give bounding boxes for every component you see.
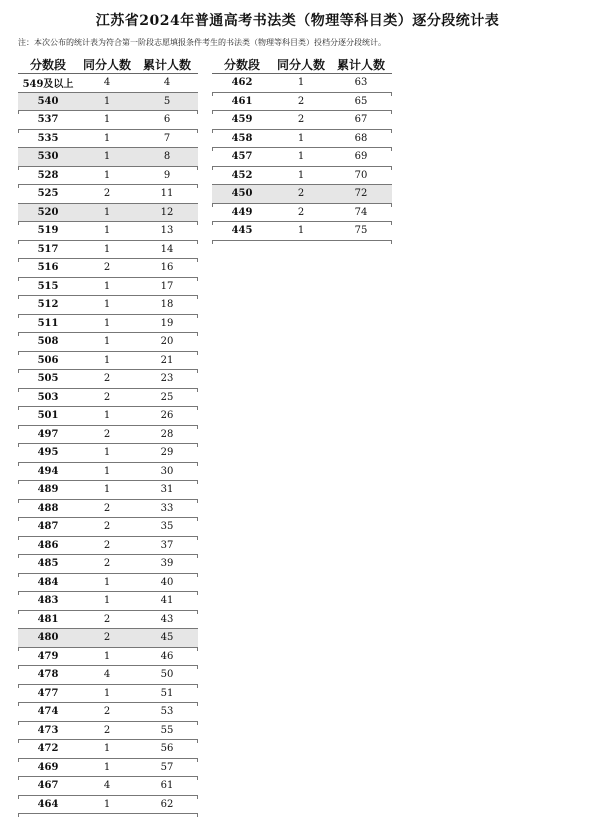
table-row <box>212 185 392 204</box>
score-cell: 464 <box>37 798 59 810</box>
count-cell: 1 <box>103 743 111 755</box>
count-cell: 1 <box>103 95 111 107</box>
cumulative-cell: 16 <box>160 262 174 274</box>
table-body <box>212 74 392 241</box>
table-body <box>18 74 198 814</box>
cumulative-cell: 33 <box>160 502 174 514</box>
score-cell: 525 <box>37 188 59 200</box>
score-cell: 517 <box>37 243 59 255</box>
cumulative-cell: 67 <box>354 114 368 126</box>
cumulative-cell: 35 <box>160 521 174 533</box>
table-row <box>18 222 198 241</box>
count-cell: 1 <box>297 225 305 237</box>
table-header <box>212 55 392 74</box>
count-cell: 4 <box>103 77 111 89</box>
header-count: 同分人数 <box>276 57 325 72</box>
score-cell: 540 <box>37 95 59 107</box>
cumulative-cell: 20 <box>160 336 174 348</box>
count-cell: 2 <box>103 613 111 625</box>
cumulative-cell: 69 <box>354 151 368 163</box>
table-row <box>18 185 198 204</box>
score-cell: 469 <box>37 761 59 773</box>
header-score: 分数段 <box>29 57 66 72</box>
cumulative-cell: 46 <box>160 650 174 662</box>
table-row <box>18 241 198 260</box>
table-row <box>18 352 198 371</box>
table-row <box>212 204 392 223</box>
score-cell: 483 <box>37 595 59 607</box>
count-cell: 1 <box>103 410 111 422</box>
table-row <box>18 463 198 482</box>
table-row <box>212 167 392 186</box>
score-cell: 474 <box>37 706 59 718</box>
table-row <box>18 167 198 186</box>
count-cell: 2 <box>297 206 305 218</box>
table-row <box>18 574 198 593</box>
count-cell: 2 <box>297 188 305 200</box>
count-cell: 1 <box>103 576 111 588</box>
cumulative-cell: 70 <box>354 169 368 181</box>
table-row <box>18 93 198 112</box>
score-cell: 501 <box>37 410 59 422</box>
cumulative-cell: 72 <box>354 188 368 200</box>
table-row <box>18 444 198 463</box>
count-cell: 1 <box>103 595 111 607</box>
cumulative-cell: 8 <box>163 151 171 163</box>
page-title: 江苏省2024年普通高考书法类（物理等科目类）逐分段统计表 <box>95 13 500 29</box>
header-cumulative: 累计人数 <box>142 57 191 72</box>
score-cell: 516 <box>37 262 59 274</box>
table-row <box>18 370 198 389</box>
cumulative-cell: 4 <box>163 77 171 89</box>
cumulative-cell: 17 <box>160 280 174 292</box>
table-row <box>18 611 198 630</box>
count-cell: 1 <box>297 77 305 89</box>
score-cell: 479 <box>37 650 59 662</box>
score-cell: 530 <box>37 151 59 163</box>
score-cell: 489 <box>37 484 59 496</box>
table-row <box>18 685 198 704</box>
count-cell: 1 <box>103 317 111 329</box>
count-cell: 1 <box>103 243 111 255</box>
count-cell: 2 <box>103 521 111 533</box>
count-cell: 1 <box>103 687 111 699</box>
cumulative-cell: 14 <box>160 243 174 255</box>
table-row <box>18 703 198 722</box>
count-cell: 2 <box>103 558 111 570</box>
score-cell: 449 <box>231 206 253 218</box>
footnote: 注：本次公布的统计表为符合第一阶段志愿填报条件考生的书法类（物理等科目类）投档分逐分段统计。 <box>18 38 386 47</box>
count-cell: 2 <box>103 632 111 644</box>
score-cell: 452 <box>231 169 253 181</box>
score-cell: 487 <box>37 521 59 533</box>
cumulative-cell: 11 <box>160 188 174 200</box>
count-cell: 2 <box>297 95 305 107</box>
table-row <box>18 74 198 93</box>
cumulative-cell: 6 <box>163 114 171 126</box>
cumulative-cell: 57 <box>160 761 174 773</box>
table-row <box>212 130 392 149</box>
cumulative-cell: 39 <box>160 558 174 570</box>
cumulative-cell: 63 <box>354 77 368 89</box>
score-cell: 494 <box>37 465 59 477</box>
score-cell: 481 <box>37 613 59 625</box>
score-cell: 461 <box>231 95 253 107</box>
table-row <box>18 407 198 426</box>
cumulative-cell: 53 <box>160 706 174 718</box>
table-row <box>18 389 198 408</box>
count-cell: 2 <box>103 706 111 718</box>
score-cell: 528 <box>37 169 59 181</box>
cumulative-cell: 21 <box>160 354 174 366</box>
cumulative-cell: 9 <box>163 169 171 181</box>
table-row <box>18 759 198 778</box>
cumulative-cell: 61 <box>160 780 174 792</box>
count-cell: 4 <box>103 669 111 681</box>
score-cell: 511 <box>37 317 59 329</box>
score-cell: 495 <box>37 447 59 459</box>
score-cell: 450 <box>231 188 253 200</box>
table-row <box>18 148 198 167</box>
count-cell: 1 <box>103 354 111 366</box>
score-table-left <box>18 55 198 814</box>
header-score: 分数段 <box>223 57 260 72</box>
count-cell: 2 <box>103 539 111 551</box>
score-cell: 488 <box>37 502 59 514</box>
score-cell: 519 <box>37 225 59 237</box>
score-cell: 505 <box>37 373 59 385</box>
table-row <box>18 278 198 297</box>
score-cell: 535 <box>37 132 59 144</box>
table-row <box>18 518 198 537</box>
cumulative-cell: 55 <box>160 724 174 736</box>
cumulative-cell: 31 <box>160 484 174 496</box>
count-cell: 1 <box>103 798 111 810</box>
count-cell: 1 <box>103 132 111 144</box>
table-row <box>18 259 198 278</box>
cumulative-cell: 18 <box>160 299 174 311</box>
count-cell: 1 <box>103 336 111 348</box>
cumulative-cell: 41 <box>160 595 174 607</box>
cumulative-cell: 50 <box>160 669 174 681</box>
score-cell: 472 <box>37 743 59 755</box>
score-table-right <box>212 55 392 241</box>
count-cell: 4 <box>103 780 111 792</box>
count-cell: 1 <box>103 447 111 459</box>
score-cell: 537 <box>37 114 59 126</box>
count-cell: 1 <box>103 151 111 163</box>
cumulative-cell: 23 <box>160 373 174 385</box>
score-cell: 458 <box>231 132 253 144</box>
count-cell: 2 <box>103 502 111 514</box>
count-cell: 1 <box>103 650 111 662</box>
table-row <box>18 592 198 611</box>
cumulative-cell: 43 <box>160 613 174 625</box>
table-row <box>18 481 198 500</box>
cumulative-cell: 74 <box>354 206 368 218</box>
table-row <box>212 111 392 130</box>
score-cell: 508 <box>37 336 59 348</box>
cumulative-cell: 30 <box>160 465 174 477</box>
score-cell: 485 <box>37 558 59 570</box>
count-cell: 1 <box>297 169 305 181</box>
count-cell: 2 <box>297 114 305 126</box>
header-count: 同分人数 <box>82 57 131 72</box>
table-row <box>18 796 198 815</box>
table-row <box>18 648 198 667</box>
count-cell: 2 <box>103 428 111 440</box>
count-cell: 2 <box>103 373 111 385</box>
cumulative-cell: 40 <box>160 576 174 588</box>
score-cell: 506 <box>37 354 59 366</box>
score-cell: 478 <box>37 669 59 681</box>
score-cell: 484 <box>37 576 59 588</box>
table-row <box>18 537 198 556</box>
score-cell: 515 <box>37 280 59 292</box>
score-cell: 520 <box>37 206 59 218</box>
count-cell: 2 <box>103 188 111 200</box>
count-cell: 2 <box>103 391 111 403</box>
count-cell: 1 <box>103 761 111 773</box>
cumulative-cell: 37 <box>160 539 174 551</box>
count-cell: 1 <box>103 169 111 181</box>
table-row <box>18 666 198 685</box>
cumulative-cell: 29 <box>160 447 174 459</box>
score-cell: 473 <box>37 724 59 736</box>
table-row <box>18 333 198 352</box>
table-row <box>18 130 198 149</box>
score-cell: 480 <box>37 632 59 644</box>
cumulative-cell: 45 <box>160 632 174 644</box>
cumulative-cell: 56 <box>160 743 174 755</box>
score-cell: 477 <box>37 687 59 699</box>
table-row <box>212 148 392 167</box>
table-row <box>18 315 198 334</box>
table-row <box>18 629 198 648</box>
table-row <box>18 555 198 574</box>
count-cell: 2 <box>103 724 111 736</box>
table-row <box>18 111 198 130</box>
header-cumulative: 累计人数 <box>336 57 385 72</box>
cumulative-cell: 19 <box>160 317 174 329</box>
table-row <box>18 296 198 315</box>
table-row <box>18 722 198 741</box>
count-cell: 1 <box>297 151 305 163</box>
cumulative-cell: 65 <box>354 95 368 107</box>
cumulative-cell: 51 <box>160 687 174 699</box>
count-cell: 1 <box>297 132 305 144</box>
cumulative-cell: 7 <box>163 132 171 144</box>
table-row <box>18 500 198 519</box>
count-cell: 1 <box>103 484 111 496</box>
count-cell: 1 <box>103 299 111 311</box>
count-cell: 2 <box>103 262 111 274</box>
cumulative-cell: 12 <box>160 206 174 218</box>
score-cell: 497 <box>37 428 59 440</box>
count-cell: 1 <box>103 280 111 292</box>
table-header <box>18 55 198 74</box>
cumulative-cell: 28 <box>160 428 174 440</box>
score-cell: 445 <box>231 225 253 237</box>
cumulative-cell: 75 <box>354 225 368 237</box>
cumulative-cell: 68 <box>354 132 368 144</box>
cumulative-cell: 13 <box>160 225 174 237</box>
table-row <box>18 426 198 445</box>
score-cell: 512 <box>37 299 59 311</box>
cumulative-cell: 25 <box>160 391 174 403</box>
table-row <box>212 93 392 112</box>
score-cell: 467 <box>37 780 59 792</box>
cumulative-cell: 62 <box>160 798 174 810</box>
count-cell: 1 <box>103 465 111 477</box>
table-row <box>212 74 392 93</box>
score-cell: 503 <box>37 391 59 403</box>
cumulative-cell: 5 <box>163 95 171 107</box>
count-cell: 1 <box>103 206 111 218</box>
score-cell: 459 <box>231 114 253 126</box>
score-cell: 486 <box>37 539 59 551</box>
score-cell: 457 <box>231 151 253 163</box>
table-row <box>212 222 392 241</box>
table-row <box>18 740 198 759</box>
score-cell: 549及以上 <box>22 79 74 91</box>
table-row <box>18 204 198 223</box>
score-cell: 462 <box>231 77 253 89</box>
cumulative-cell: 26 <box>160 410 174 422</box>
count-cell: 1 <box>103 225 111 237</box>
count-cell: 1 <box>103 114 111 126</box>
table-row <box>18 777 198 796</box>
